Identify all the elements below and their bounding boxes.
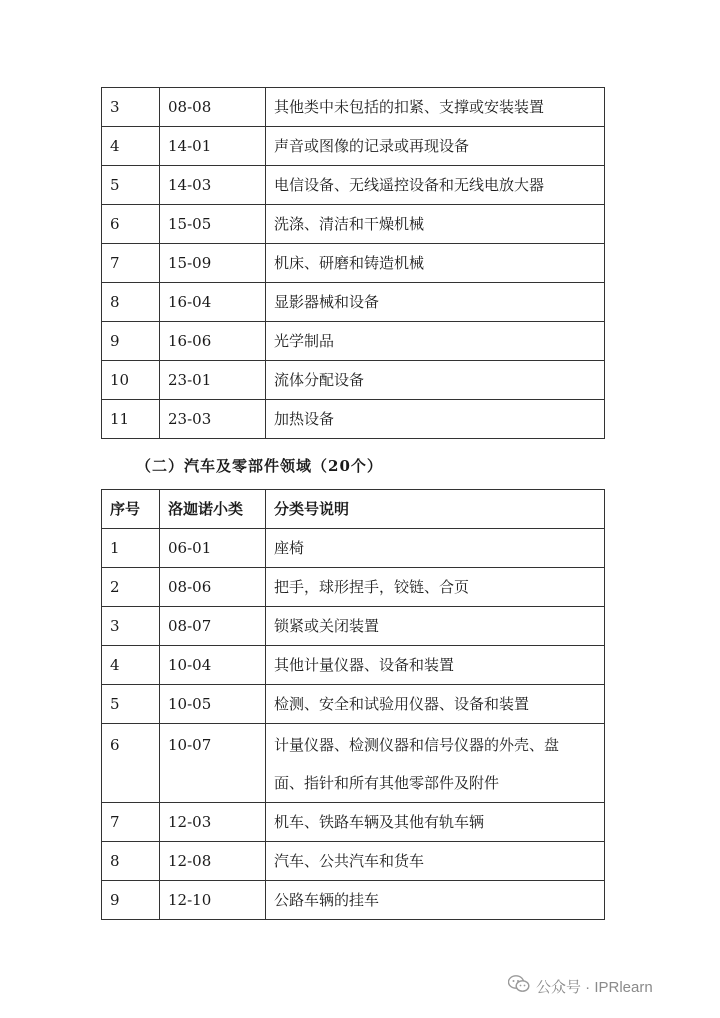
locarno-code: 08-07	[160, 607, 266, 646]
row-number: 11	[102, 400, 160, 439]
class-description: 锁紧或关闭装置	[266, 607, 605, 646]
locarno-code: 15-05	[160, 205, 266, 244]
locarno-code: 10-07	[160, 724, 266, 803]
row-number: 3	[102, 607, 160, 646]
table-row	[102, 205, 605, 244]
table-row	[102, 361, 605, 400]
locarno-code: 14-01	[160, 127, 266, 166]
class-description: 把手，球形捏手，铰链、合页	[266, 568, 605, 607]
header-description: 分类号说明	[266, 490, 605, 529]
class-description: 光学制品	[266, 322, 605, 361]
class-description: 检测、安全和试验用仪器、设备和装置	[266, 685, 605, 724]
wechat-icon	[508, 975, 536, 997]
automotive-design-class-table	[101, 489, 605, 920]
class-description: 其他类中未包括的扣紧、支撑或安装装置	[266, 88, 605, 127]
table-row	[102, 803, 605, 842]
table-row	[102, 283, 605, 322]
class-description: 其他计量仪器、设备和装置	[266, 646, 605, 685]
locarno-code: 12-08	[160, 842, 266, 881]
locarno-code: 08-06	[160, 568, 266, 607]
class-description: 流体分配设备	[266, 361, 605, 400]
watermark-text: 公众号 · IPRlearn	[536, 978, 653, 996]
table-row	[102, 646, 605, 685]
class-description: 机床、研磨和铸造机械	[266, 244, 605, 283]
locarno-code: 12-10	[160, 881, 266, 920]
table-row	[102, 127, 605, 166]
class-description: 汽车、公共汽车和货车	[266, 842, 605, 881]
class-description: 显影器械和设备	[266, 283, 605, 322]
row-number: 5	[102, 166, 160, 205]
class-description: 座椅	[266, 529, 605, 568]
class-description: 洗涤、清洁和干燥机械	[266, 205, 605, 244]
row-number: 7	[102, 244, 160, 283]
class-description: 机车、铁路车辆及其他有轨车辆	[266, 803, 605, 842]
row-number: 5	[102, 685, 160, 724]
header-locarno-code: 洛迦诺小类	[160, 490, 266, 529]
table-row	[102, 529, 605, 568]
wechat-watermark	[508, 975, 653, 997]
locarno-code: 10-05	[160, 685, 266, 724]
locarno-code: 06-01	[160, 529, 266, 568]
class-description	[266, 724, 605, 803]
design-class-table-continued	[101, 87, 605, 439]
row-number: 1	[102, 529, 160, 568]
class-description: 加热设备	[266, 400, 605, 439]
row-number: 6	[102, 205, 160, 244]
row-number: 8	[102, 842, 160, 881]
locarno-code: 16-06	[160, 322, 266, 361]
row-number: 6	[102, 724, 160, 803]
table-header-row	[102, 490, 605, 529]
table-row	[102, 607, 605, 646]
table-row	[102, 724, 605, 803]
description-line-2: 面、指针和所有其他零部件及附件	[274, 774, 500, 792]
table-row	[102, 322, 605, 361]
row-number: 4	[102, 646, 160, 685]
row-number: 3	[102, 88, 160, 127]
locarno-code: 15-09	[160, 244, 266, 283]
table-row	[102, 881, 605, 920]
locarno-code: 16-04	[160, 283, 266, 322]
class-description: 电信设备、无线遥控设备和无线电放大器	[266, 166, 605, 205]
table-row	[102, 568, 605, 607]
locarno-code: 08-08	[160, 88, 266, 127]
locarno-code: 12-03	[160, 803, 266, 842]
class-description: 公路车辆的挂车	[266, 881, 605, 920]
row-number: 10	[102, 361, 160, 400]
table-row	[102, 400, 605, 439]
row-number: 7	[102, 803, 160, 842]
row-number: 4	[102, 127, 160, 166]
table-row	[102, 166, 605, 205]
row-number: 8	[102, 283, 160, 322]
locarno-code: 23-01	[160, 361, 266, 400]
locarno-code: 14-03	[160, 166, 266, 205]
table-row	[102, 244, 605, 283]
section-heading: （二）汽车及零部件领域（20个）	[136, 457, 383, 475]
locarno-code: 23-03	[160, 400, 266, 439]
description-line-1: 计量仪器、检测仪器和信号仪器的外壳、盘	[274, 736, 560, 754]
row-number: 9	[102, 322, 160, 361]
row-number: 9	[102, 881, 160, 920]
header-number: 序号	[102, 490, 160, 529]
row-number: 2	[102, 568, 160, 607]
table-row	[102, 685, 605, 724]
table-row	[102, 842, 605, 881]
table-row	[102, 88, 605, 127]
locarno-code: 10-04	[160, 646, 266, 685]
class-description: 声音或图像的记录或再现设备	[266, 127, 605, 166]
